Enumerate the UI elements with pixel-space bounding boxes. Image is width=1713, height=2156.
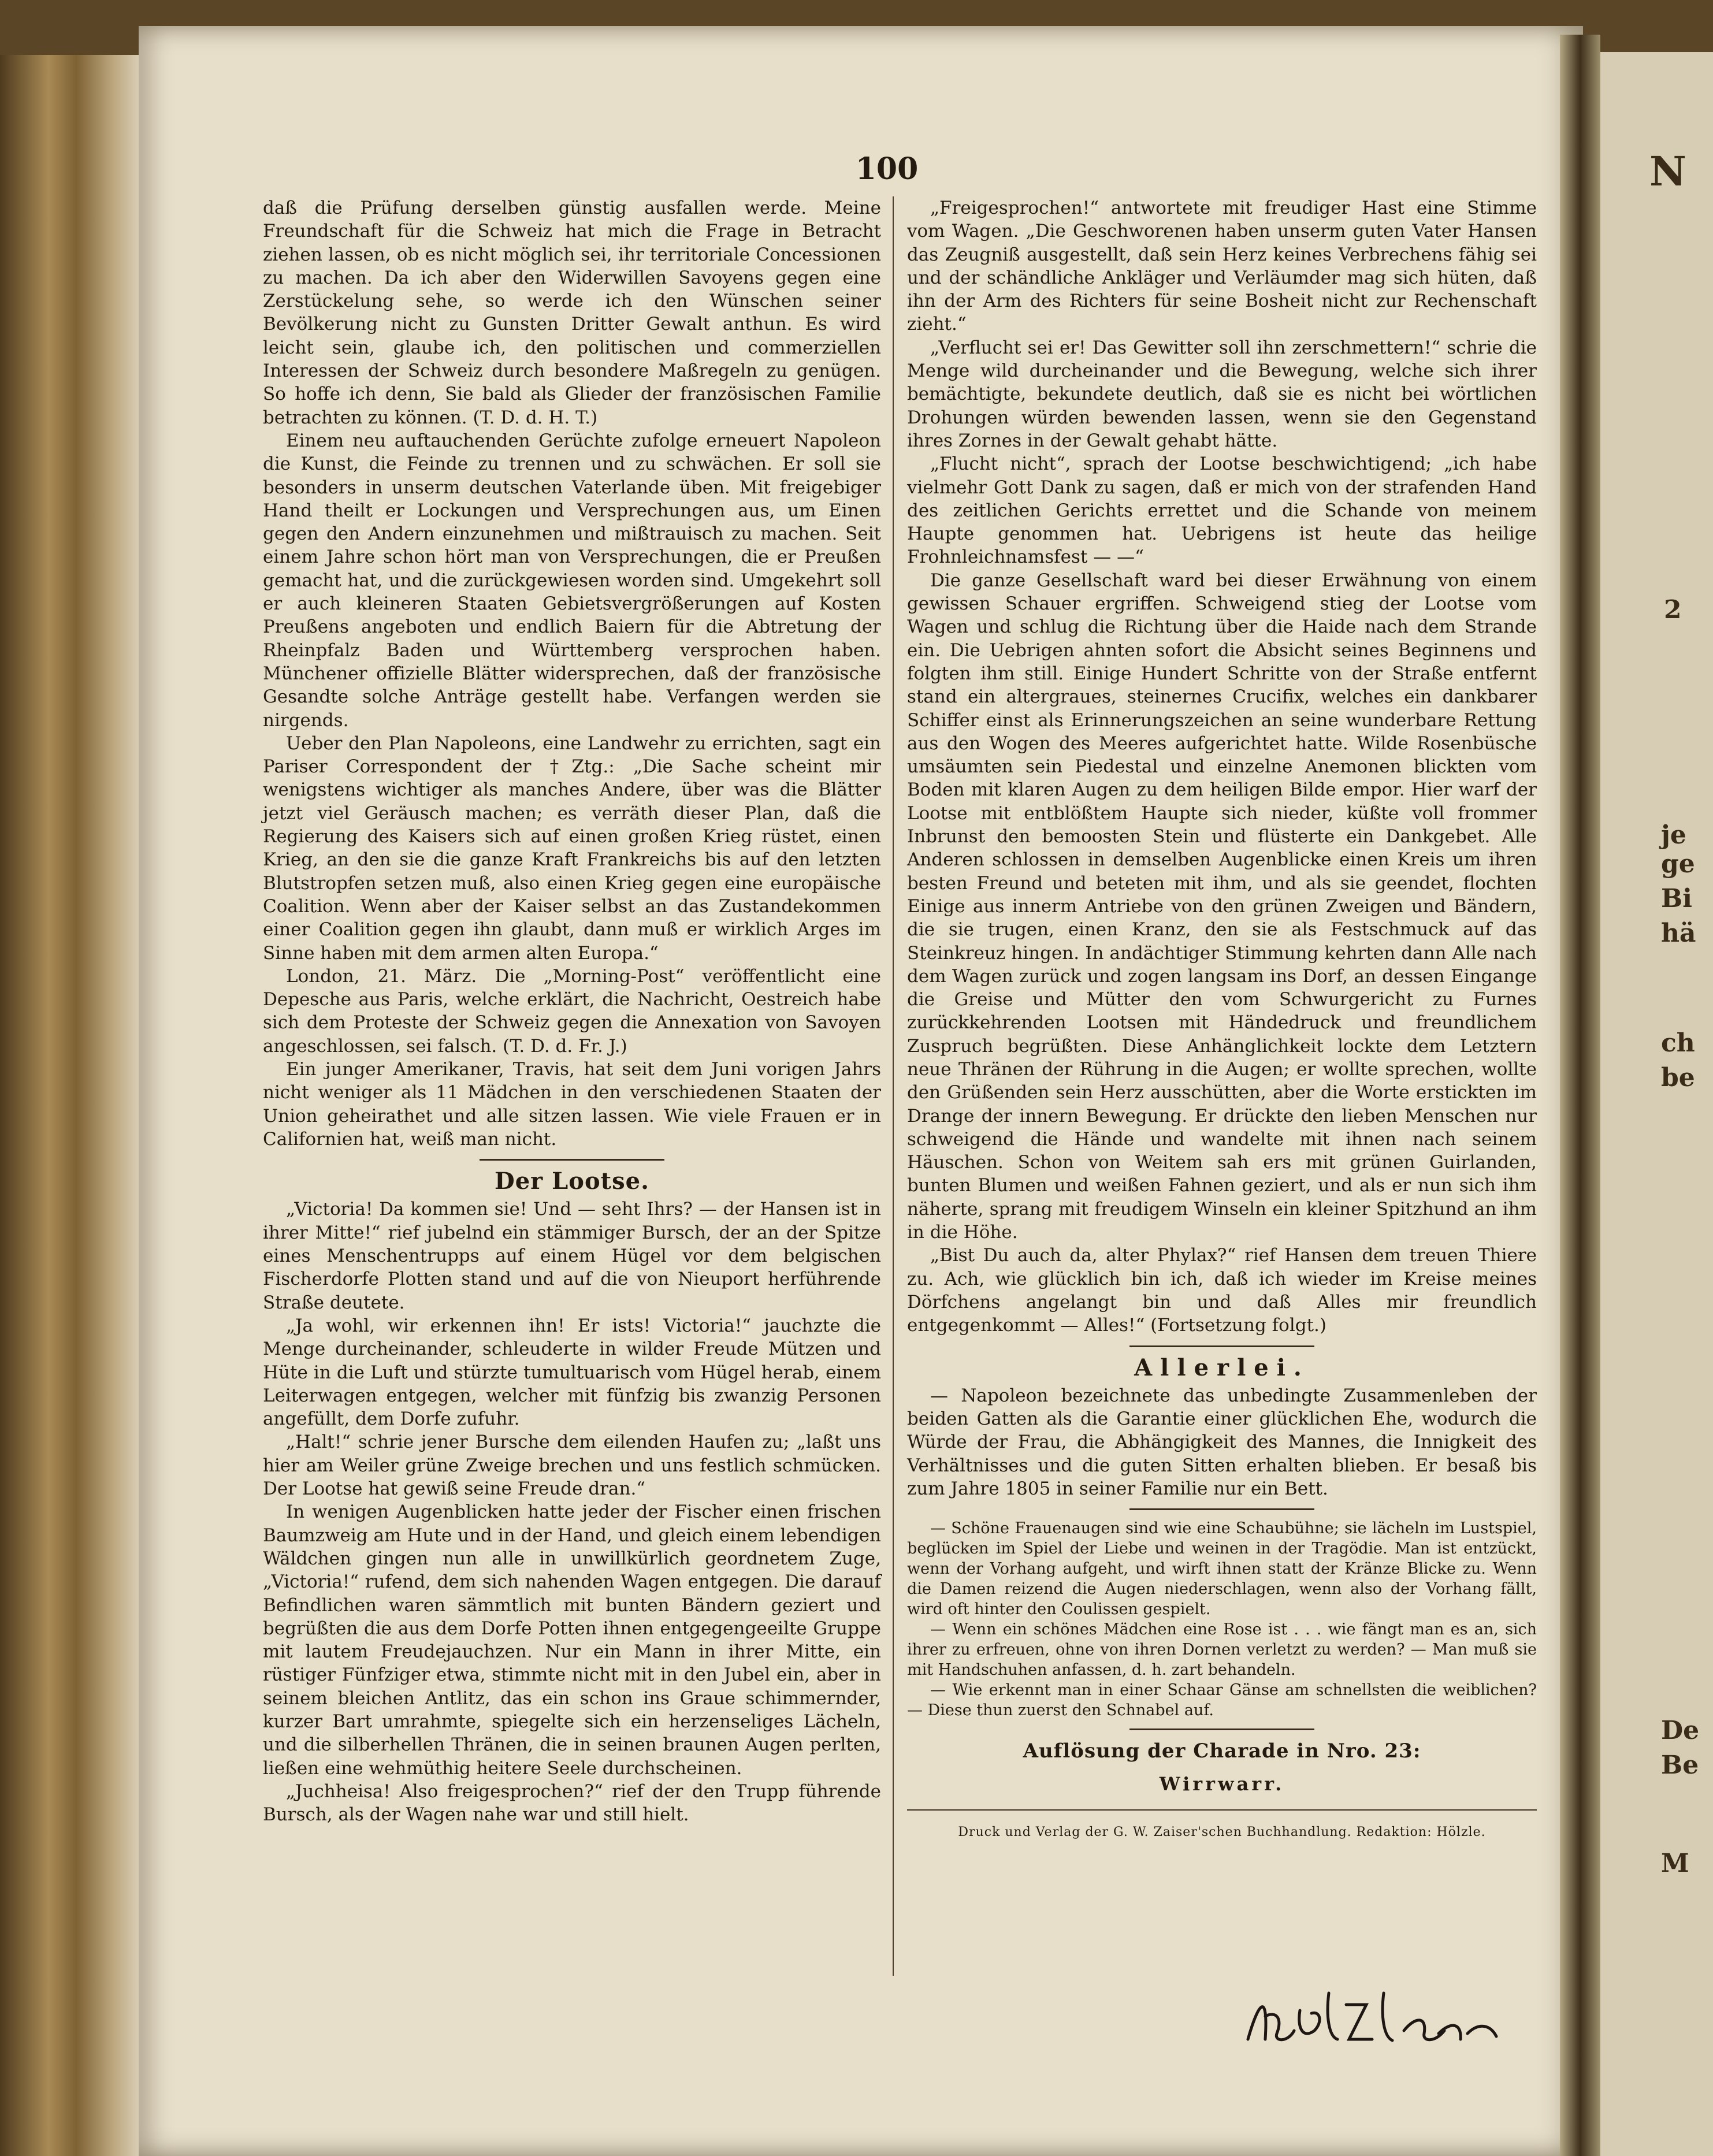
story-paragraph: „Bist Du auch da, alter Phylax?“ rief Hansen dem treuen Thiere zu. Ach, wie glücklich bin ich, daß ich wieder im Kreise meines Dörfchens angelangt bin und daß Alles mir freundlich entgegenkommt — Alles!“ (Fortsetzung folgt.)	[907, 1245, 1537, 1336]
section-divider	[1129, 1508, 1314, 1510]
story-paragraph: „Victoria! Da kommen sie! Und — seht Ihrs? — der Hansen ist in ihrer Mitte!“ rief jubelnd ein stämmiger Bursch, der an der Spitze eines Menschentrupps auf einem Hügel vor dem belgischen Fischerdorfe Plotten stand und auf die von Nieuport herführende Straße deutete.	[263, 1199, 881, 1313]
charade-title: Auflösung der Charade in Nro. 23:	[1023, 1739, 1421, 1763]
story-paragraph: Die ganze Gesellschaft ward bei dieser Erwähnung von einem gewissen Schauer ergriffen. Schweigend stieg der Lootse vom Wagen und schlug die Richtung über die Haide nach dem Strande ein. Die Uebrigen ahnten sofort die Absicht seines Beginnens und folgten ihm still. Einige Hundert Schritte von der Straße entfernt stand ein altergraues, steinernes Crucifix, welches ein dankbarer Schiffer einst als Erinnerungszeichen an seine wunderbare Rettung aus den Wogen des Meeres aufgerichtet hatte. Wilde Rosenbüsche umsäumten sein Piedestal und einzelne Anemonen blickten vom Boden mit klaren Augen zu dem heiligen Bilde empor. Hier warf der Lootse mit entblößtem Haupte sich nieder, küßte voll frommer Inbrunst den bemoosten Stein und flüsterte ein Dankgebet. Alle Anderen schlossen in demselben Augenblicke einen Kreis um ihren besten Freund und beteten mit ihm, und als sie geendet, flochten Einige aus innerm Antriebe von den grünen Zweigen und Bändern, die sie trugen, einen Kranz, den sie als Festschmuck auf das Steinkreuz hingen. In andächtiger Stimmung kehrten dann Alle nach dem Wagen zurück und zogen langsam ins Dorf, an dessen Eingange die Greise und Mütter den vom Schwurgericht zu Furnes zurückkehrenden Lootsen mit Händedruck und freundlichem Zuspruch begrüßten. Diese Anhänglichkeit lockte dem Letztern neue Thränen der Rührung in die Augen; er wollte sprechen, wollte den Grüßenden sein Herz ausschütten, aber die Worte erstickten im Drange der innern Bewegung. Er drückte den lieben Menschen nur schweigend die Hände und wandelte mit ihnen nach seinem Häuschen. Schon von Weitem sah ers mit grünen Guirlanden, bunten Blumen und weißen Fahnen geziert, und als er nun sich ihm näherte, sprang mit freudigem Winseln ein kleiner Spitzhund an ihm in die Höhe.	[907, 570, 1537, 1243]
misc-item: — Wenn ein schönes Mädchen eine Rose ist . . . wie fängt man es an, sich ihrer zu erfreuen, ohne von ihren Dornen verletzt zu werden? — Man muß sie mit Handschuhen anfassen, d. h. zart behandeln.	[907, 1620, 1537, 1679]
story-paragraph: „Freigesprochen!“ antwortete mit freudiger Hast eine Stimme vom Wagen. „Die Geschworenen haben unserm guten Vater Hansen das Zeugniß ausgestellt, daß sein Herz keines Verbrechens fähig sei und der schändliche Ankläger und Verläumder mag sich hüten, daß ihn der Arm des Richters für seine Bosheit nicht zur Rechenschaft zieht.“	[907, 198, 1537, 335]
footer-rule	[907, 1809, 1537, 1811]
story-paragraph: „Juchheisa! Also freigesprochen?“ rief der den Trupp führende Bursch, als der Wagen nahe war und still hielt.	[263, 1780, 881, 1826]
imprint-credit: Druck und Verlag der G. W. Zaiser'schen Buchhandlung. Redaktion: Hölzle.	[958, 1824, 1486, 1839]
section-divider	[1129, 1728, 1314, 1730]
article-paragraph: London, 21. März. Die „Morning-Post“ veröffentlicht eine Depesche aus Paris, welche erklärt, die Nachricht, Oestreich habe sich dem Proteste der Schweiz gegen die Annexation von Savoyen angeschlossen, sei falsch. (T. D. d. Fr. J.)	[263, 965, 881, 1057]
article-paragraph: Ein junger Amerikaner, Travis, hat seit dem Juni vorigen Jahrs nicht weniger als 11 Mädchen in den verschiedenen Staaten der Union geheirathet und alle sitzen lassen. Wie viele Frauen er in Californien hat, weiß man nicht.	[263, 1058, 881, 1150]
next-page-fragment: Be	[1661, 1750, 1699, 1780]
handwritten-signature	[1242, 1976, 1502, 2057]
story-paragraph: „Verflucht sei er! Das Gewitter soll ihn zerschmettern!“ schrie die Menge wild durcheinander und die Bewegung, welche sich ihrer bemächtigte, bekundete deutlich, daß sie es nicht bei wörtlichen Drohungen würden bewenden lassen, wenn sie den Gegenstand ihres Zornes in der Gewalt gehabt hätte.	[907, 337, 1537, 451]
next-page-fragment: N	[1649, 147, 1686, 195]
next-page-fragment: hä	[1661, 919, 1696, 948]
section-divider	[1129, 1345, 1314, 1347]
page-number: 100	[855, 151, 919, 187]
article-paragraph: Einem neu auftauchenden Gerüchte zufolge erneuert Napoleon die Kunst, die Feinde zu trennen und zu schwächen. Er soll sie besonders in unserm deutschen Vaterlande üben. Mit freigebiger Hand theilt er Lockungen und Versprechungen aus, um Einen gegen den Andern einzunehmen und mißtrauisch zu machen. Seit einem Jahre schon hört man von Versprechungen, die er Preußen gemacht hat, und die zurückgewiesen worden sind. Umgekehrt soll er auch kleineren Staaten Gebietsvergrößerungen auf Kosten Preußens angeboten und endlich Baiern für die Abtretung der Rheinpfalz Baden und Württemberg versprochen haben. Münchener offizielle Blätter widersprechen, daß der französische Gesandte solche Anträge gestellt habe. Verfangen werden sie nirgends.	[263, 430, 881, 731]
section-divider	[480, 1159, 664, 1161]
book-binding	[0, 55, 139, 2156]
story-paragraph: „Halt!“ schrie jener Bursche dem eilenden Haufen zu; „laßt uns hier am Weiler grüne Zweige brechen und uns festlich schmücken. Der Lootse hat gewiß seine Freude dran.“	[263, 1432, 881, 1500]
column-divider	[893, 196, 894, 1976]
next-page-edge	[1600, 52, 1713, 2156]
next-page-fragment: ge	[1661, 849, 1695, 879]
right-column	[907, 196, 1537, 1844]
next-page-fragment: De	[1661, 1716, 1700, 1745]
page-gutter	[1560, 35, 1600, 2156]
story-paragraph: „Flucht nicht“, sprach der Lootse beschwichtigend; „ich habe vielmehr Gott Dank zu sagen, daß er mich von der strafenden Hand des zeitlichen Gerichts errettet und die Schande von meinem Haupte genommen hat. Uebrigens ist heute das heilige Frohnleichnamsfest — —“	[907, 453, 1537, 568]
next-page-fragment: be	[1661, 1063, 1695, 1092]
misc-item: — Schöne Frauenaugen sind wie eine Schaubühne; sie lächeln im Lustspiel, beglücken im Spiel der Liebe und weinen in der Tragödie. Man ist entzückt, wenn der Vorhang aufgeht, und wirft ihnen statt der Kränze Blicke zu. Wenn die Damen reizend die Augen niederschlagen, wenn also der Vorhang fällt, wird oft hinter den Coulissen gespielt.	[907, 1519, 1537, 1619]
misc-item: — Wie erkennt man in einer Schaar Gänse am schnellsten die weiblichen? — Diese thun zuerst den Schnabel auf.	[907, 1681, 1537, 1720]
story-paragraph: „Ja wohl, wir erkennen ihn! Er ists! Victoria!“ jauchzte die Menge durcheinander, schleuderte in wilder Freude Mützen und Hüte in die Luft und stürzte tumultuarisch vom Hügel herab, einem Leiterwagen entgegen, welcher mit fünfzig bis zwanzig Personen angefüllt, dem Dorfe zufuhr.	[263, 1315, 881, 1430]
next-page-fragment: ch	[1661, 1028, 1695, 1058]
misc-title: Allerlei.	[1134, 1354, 1310, 1381]
article-paragraph: Ueber den Plan Napoleons, eine Landwehr zu errichten, sagt ein Pariser Correspondent der †Ztg.: „Die Sache scheint mir wenigstens wichtiger als manches Andere, über was die Blätter jetzt viel Geräusch machen; es verräth dieser Plan, daß die Regierung des Kaisers sich auf einen großen Krieg rüstet, einen Krieg, an den sie die ganze Kraft Frankreichs bis auf den letzten Blutstropfen setzen muß, also einen Krieg gegen eine europäische Coalition. Wenn aber der Kaiser selbst an das Zustandekommen einer Coalition gegen ihn glaubt, dann muß er wirklich Arges im Sinne haben mit dem armen alten Europa.“	[263, 733, 881, 964]
article-paragraph: daß die Prüfung derselben günstig ausfallen werde. Meine Freundschaft für die Schweiz hat mich die Frage in Betracht ziehen lassen, ob es nicht möglich sei, ihr territoriale Concessionen zu machen. Da ich aber den Widerwillen Savoyens gegen eine Zerstückelung sehe, so werde ich den Wünschen seiner Bevölkerung nicht zu Gunsten Dritter Gewalt anthun. Es wird leicht sein, glaube ich, den politischen und commerziellen Interessen der Schweiz durch besondere Maßregeln zu genügen. So hoffe ich denn, Sie bald als Glieder der französischen Familie betrachten zu können. (T. D. d. H. T.)	[263, 198, 881, 428]
next-page-fragment: je	[1661, 820, 1686, 850]
next-page-fragment: M	[1661, 1849, 1689, 1878]
story-title: Der Lootse.	[495, 1168, 649, 1195]
left-column	[263, 196, 881, 1826]
misc-item: — Napoleon bezeichnete das unbedingte Zusammenleben der beiden Gatten als die Garantie einer glücklichen Ehe, wodurch die Würde der Frau, die Abhängigkeit des Mannes, die Innigkeit des Verhältnisses und die guten Sitten erhalten blieben. Er besaß bis zum Jahre 1805 in seiner Familie nur ein Bett.	[907, 1385, 1537, 1500]
continued-note: (Fortsetzung folgt.)	[1150, 1315, 1326, 1336]
next-page-fragment: 2	[1664, 595, 1682, 625]
next-page-fragment: Bi	[1661, 884, 1692, 913]
charade-answer: Wirrwarr.	[1159, 1772, 1285, 1795]
story-paragraph: In wenigen Augenblicken hatte jeder der Fischer einen frischen Baumzweig am Hute und in der Hand, und gleich einem lebendigen Wäldchen gingen nun alle in unwillkürlich geordnetem Zuge, „Victoria!“ rufend, dem sich nahenden Wagen entgegen. Die darauf Befindlichen waren sämmtlich mit bunten Bändern geziert und begrüßten die aus dem Dorfe Potten ihnen entgegengeeilte Gruppe mit lautem Freudejauchzen. Nur ein Mann in ihrer Mitte, ein rüstiger Fünfziger etwa, stimmte nicht mit in den Jubel ein, aber in seinem bleichen Antlitz, das ein schon ins Graue schimmernder, kurzer Bart umrahmte, spiegelte sich ein herzenseliges Lächeln, und die silberhellen Thränen, die in seinen braunen Augen perlten, ließen eine wehmüthig heitere Seele durchscheinen.	[263, 1501, 881, 1779]
